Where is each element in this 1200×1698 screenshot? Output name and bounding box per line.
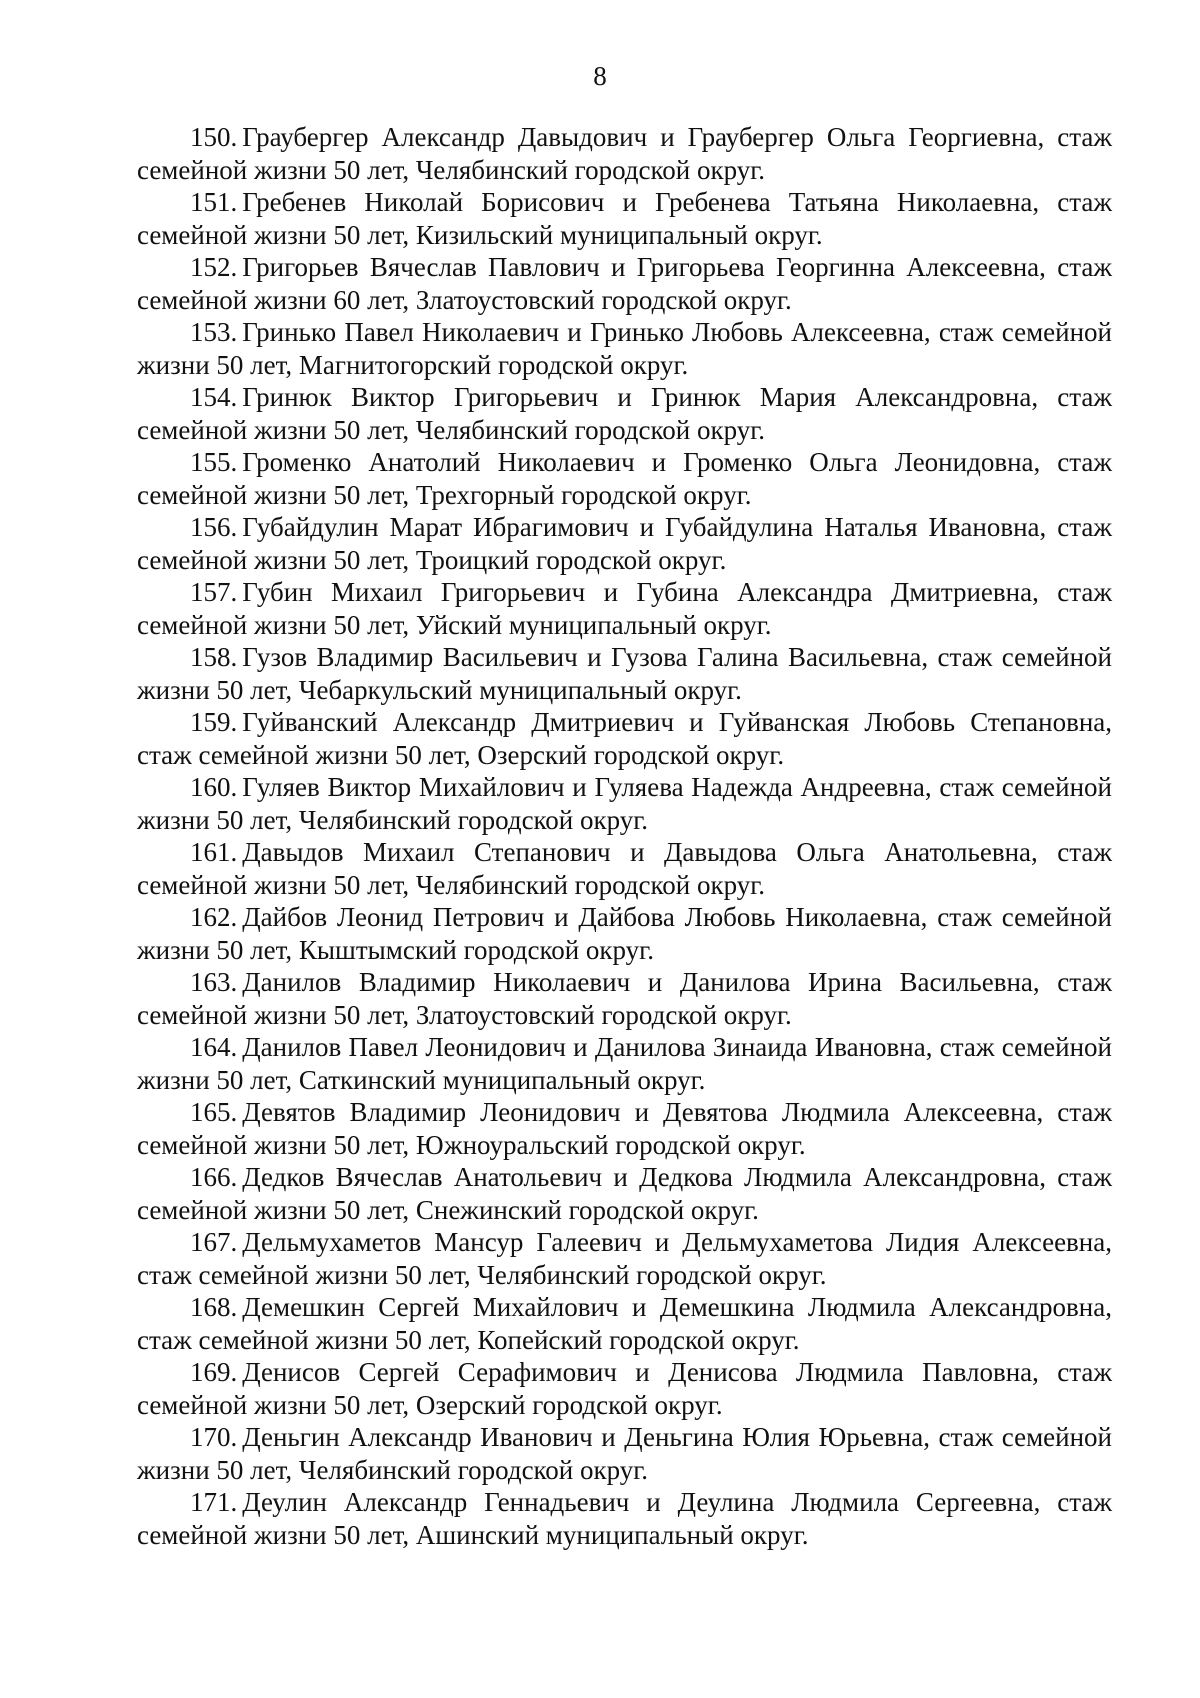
item-text: Граубергер Александр Давыдович и Граубергер Ольга Георгиевна, стаж семейной жизни 50 лет, Челябинский городской округ.	[137, 122, 1112, 185]
item-text: Гребенев Николай Борисович и Гребенева Татьяна Николаевна, стаж семейной жизни 50 лет, Кизильский муниципальный округ.	[137, 187, 1112, 250]
list-item	[137, 901, 1112, 966]
item-text: Демешкин Сергей Михайлович и Демешкина Людмила Александровна, стаж семейной жизни 50 лет, Копейский городской округ.	[137, 1292, 1112, 1355]
item-text: Дельмухаметов Мансур Галеевич и Дельмухаметова Лидия Алексеевна, стаж семейной жизни 50 лет, Челябинский городской округ.	[137, 1227, 1112, 1290]
item-number: 153.	[190, 317, 238, 347]
item-number: 150.	[190, 122, 238, 152]
item-number: 160.	[190, 772, 238, 802]
item-number: 164.	[190, 1032, 238, 1062]
item-text: Гринюк Виктор Григорьевич и Гринюк Мария Александровна, стаж семейной жизни 50 лет, Челябинский городской округ.	[137, 382, 1112, 445]
item-text: Дедков Вячеслав Анатольевич и Дедкова Людмила Александровна, стаж семейной жизни 50 лет, Снежинский городской округ.	[137, 1162, 1112, 1225]
item-number: 156.	[190, 512, 238, 542]
item-number: 161.	[190, 837, 238, 867]
item-text: Давыдов Михаил Степанович и Давыдова Ольга Анатольевна, стаж семейной жизни 50 лет, Челябинский городской округ.	[137, 837, 1112, 900]
list-item	[137, 836, 1112, 901]
item-text: Гуйванский Александр Дмитриевич и Гуйванская Любовь Степановна, стаж семейной жизни 50 лет, Озерский городской округ.	[137, 707, 1112, 770]
item-text: Денисов Сергей Серафимович и Денисова Людмила Павловна, стаж семейной жизни 50 лет, Озерский городской округ.	[137, 1357, 1112, 1420]
item-number: 166.	[190, 1162, 238, 1192]
award-list	[137, 121, 1112, 1551]
item-text: Девятов Владимир Леонидович и Девятова Людмила Алексеевна, стаж семейной жизни 50 лет, Южноуральский городской округ.	[137, 1097, 1112, 1160]
item-text: Гринько Павел Николаевич и Гринько Любовь Алексеевна, стаж семейной жизни 50 лет, Магнитогорский городской округ.	[137, 317, 1112, 380]
item-number: 157.	[190, 577, 238, 607]
item-text: Губин Михаил Григорьевич и Губина Александра Дмитриевна, стаж семейной жизни 50 лет, Уйский муниципальный округ.	[137, 577, 1112, 640]
item-number: 162.	[190, 902, 238, 932]
item-text: Гуляев Виктор Михайлович и Гуляева Надежда Андреевна, стаж семейной жизни 50 лет, Челябинский городской округ.	[137, 772, 1112, 835]
list-item	[137, 186, 1112, 251]
item-text: Губайдулин Марат Ибрагимович и Губайдулина Наталья Ивановна, стаж семейной жизни 50 лет, Троицкий городской округ.	[137, 512, 1112, 575]
item-text: Громенко Анатолий Николаевич и Громенко Ольга Леонидовна, стаж семейной жизни 50 лет, Трехгорный городской округ.	[137, 447, 1112, 510]
item-text: Деулин Александр Геннадьевич и Деулина Людмила Сергеевна, стаж семейной жизни 50 лет, Ашинский муниципальный округ.	[137, 1487, 1112, 1550]
item-text: Дайбов Леонид Петрович и Дайбова Любовь Николаевна, стаж семейной жизни 50 лет, Кыштымский городской округ.	[137, 902, 1112, 965]
item-number: 152.	[190, 252, 238, 282]
list-item	[137, 576, 1112, 641]
list-item	[137, 641, 1112, 706]
item-number: 163.	[190, 967, 238, 997]
item-number: 171.	[190, 1487, 238, 1517]
list-item	[137, 1226, 1112, 1291]
list-item	[137, 446, 1112, 511]
item-number: 165.	[190, 1097, 238, 1127]
item-number: 158.	[190, 642, 238, 672]
item-number: 154.	[190, 382, 238, 412]
page-number: 8	[593, 61, 607, 91]
item-number: 151.	[190, 187, 238, 217]
list-item	[137, 706, 1112, 771]
item-text: Григорьев Вячеслав Павлович и Григорьева Георгинна Алексеевна, стаж семейной жизни 60 лет, Златоустовский городской округ.	[137, 252, 1112, 315]
list-item	[137, 511, 1112, 576]
list-item	[137, 1161, 1112, 1226]
list-item	[137, 121, 1112, 186]
list-item	[137, 381, 1112, 446]
item-number: 169.	[190, 1357, 238, 1387]
list-item	[137, 771, 1112, 836]
list-item	[137, 1096, 1112, 1161]
item-text: Данилов Павел Леонидович и Данилова Зинаида Ивановна, стаж семейной жизни 50 лет, Саткинский муниципальный округ.	[137, 1032, 1112, 1095]
item-text: Деньгин Александр Иванович и Деньгина Юлия Юрьевна, стаж семейной жизни 50 лет, Челябинский городской округ.	[137, 1422, 1112, 1485]
list-item	[137, 251, 1112, 316]
item-text: Данилов Владимир Николаевич и Данилова Ирина Васильевна, стаж семейной жизни 50 лет, Златоустовский городской округ.	[137, 967, 1112, 1030]
list-item	[137, 1031, 1112, 1096]
item-number: 170.	[190, 1422, 238, 1452]
item-text: Гузов Владимир Васильевич и Гузова Галина Васильевна, стаж семейной жизни 50 лет, Чебаркульский муниципальный округ.	[137, 642, 1112, 705]
list-item	[137, 316, 1112, 381]
item-number: 159.	[190, 707, 238, 737]
list-item	[137, 966, 1112, 1031]
list-item	[137, 1291, 1112, 1356]
list-item	[137, 1486, 1112, 1551]
list-item	[137, 1356, 1112, 1421]
item-number: 167.	[190, 1227, 238, 1257]
item-number: 155.	[190, 447, 238, 477]
item-number: 168.	[190, 1292, 238, 1322]
list-item	[137, 1421, 1112, 1486]
